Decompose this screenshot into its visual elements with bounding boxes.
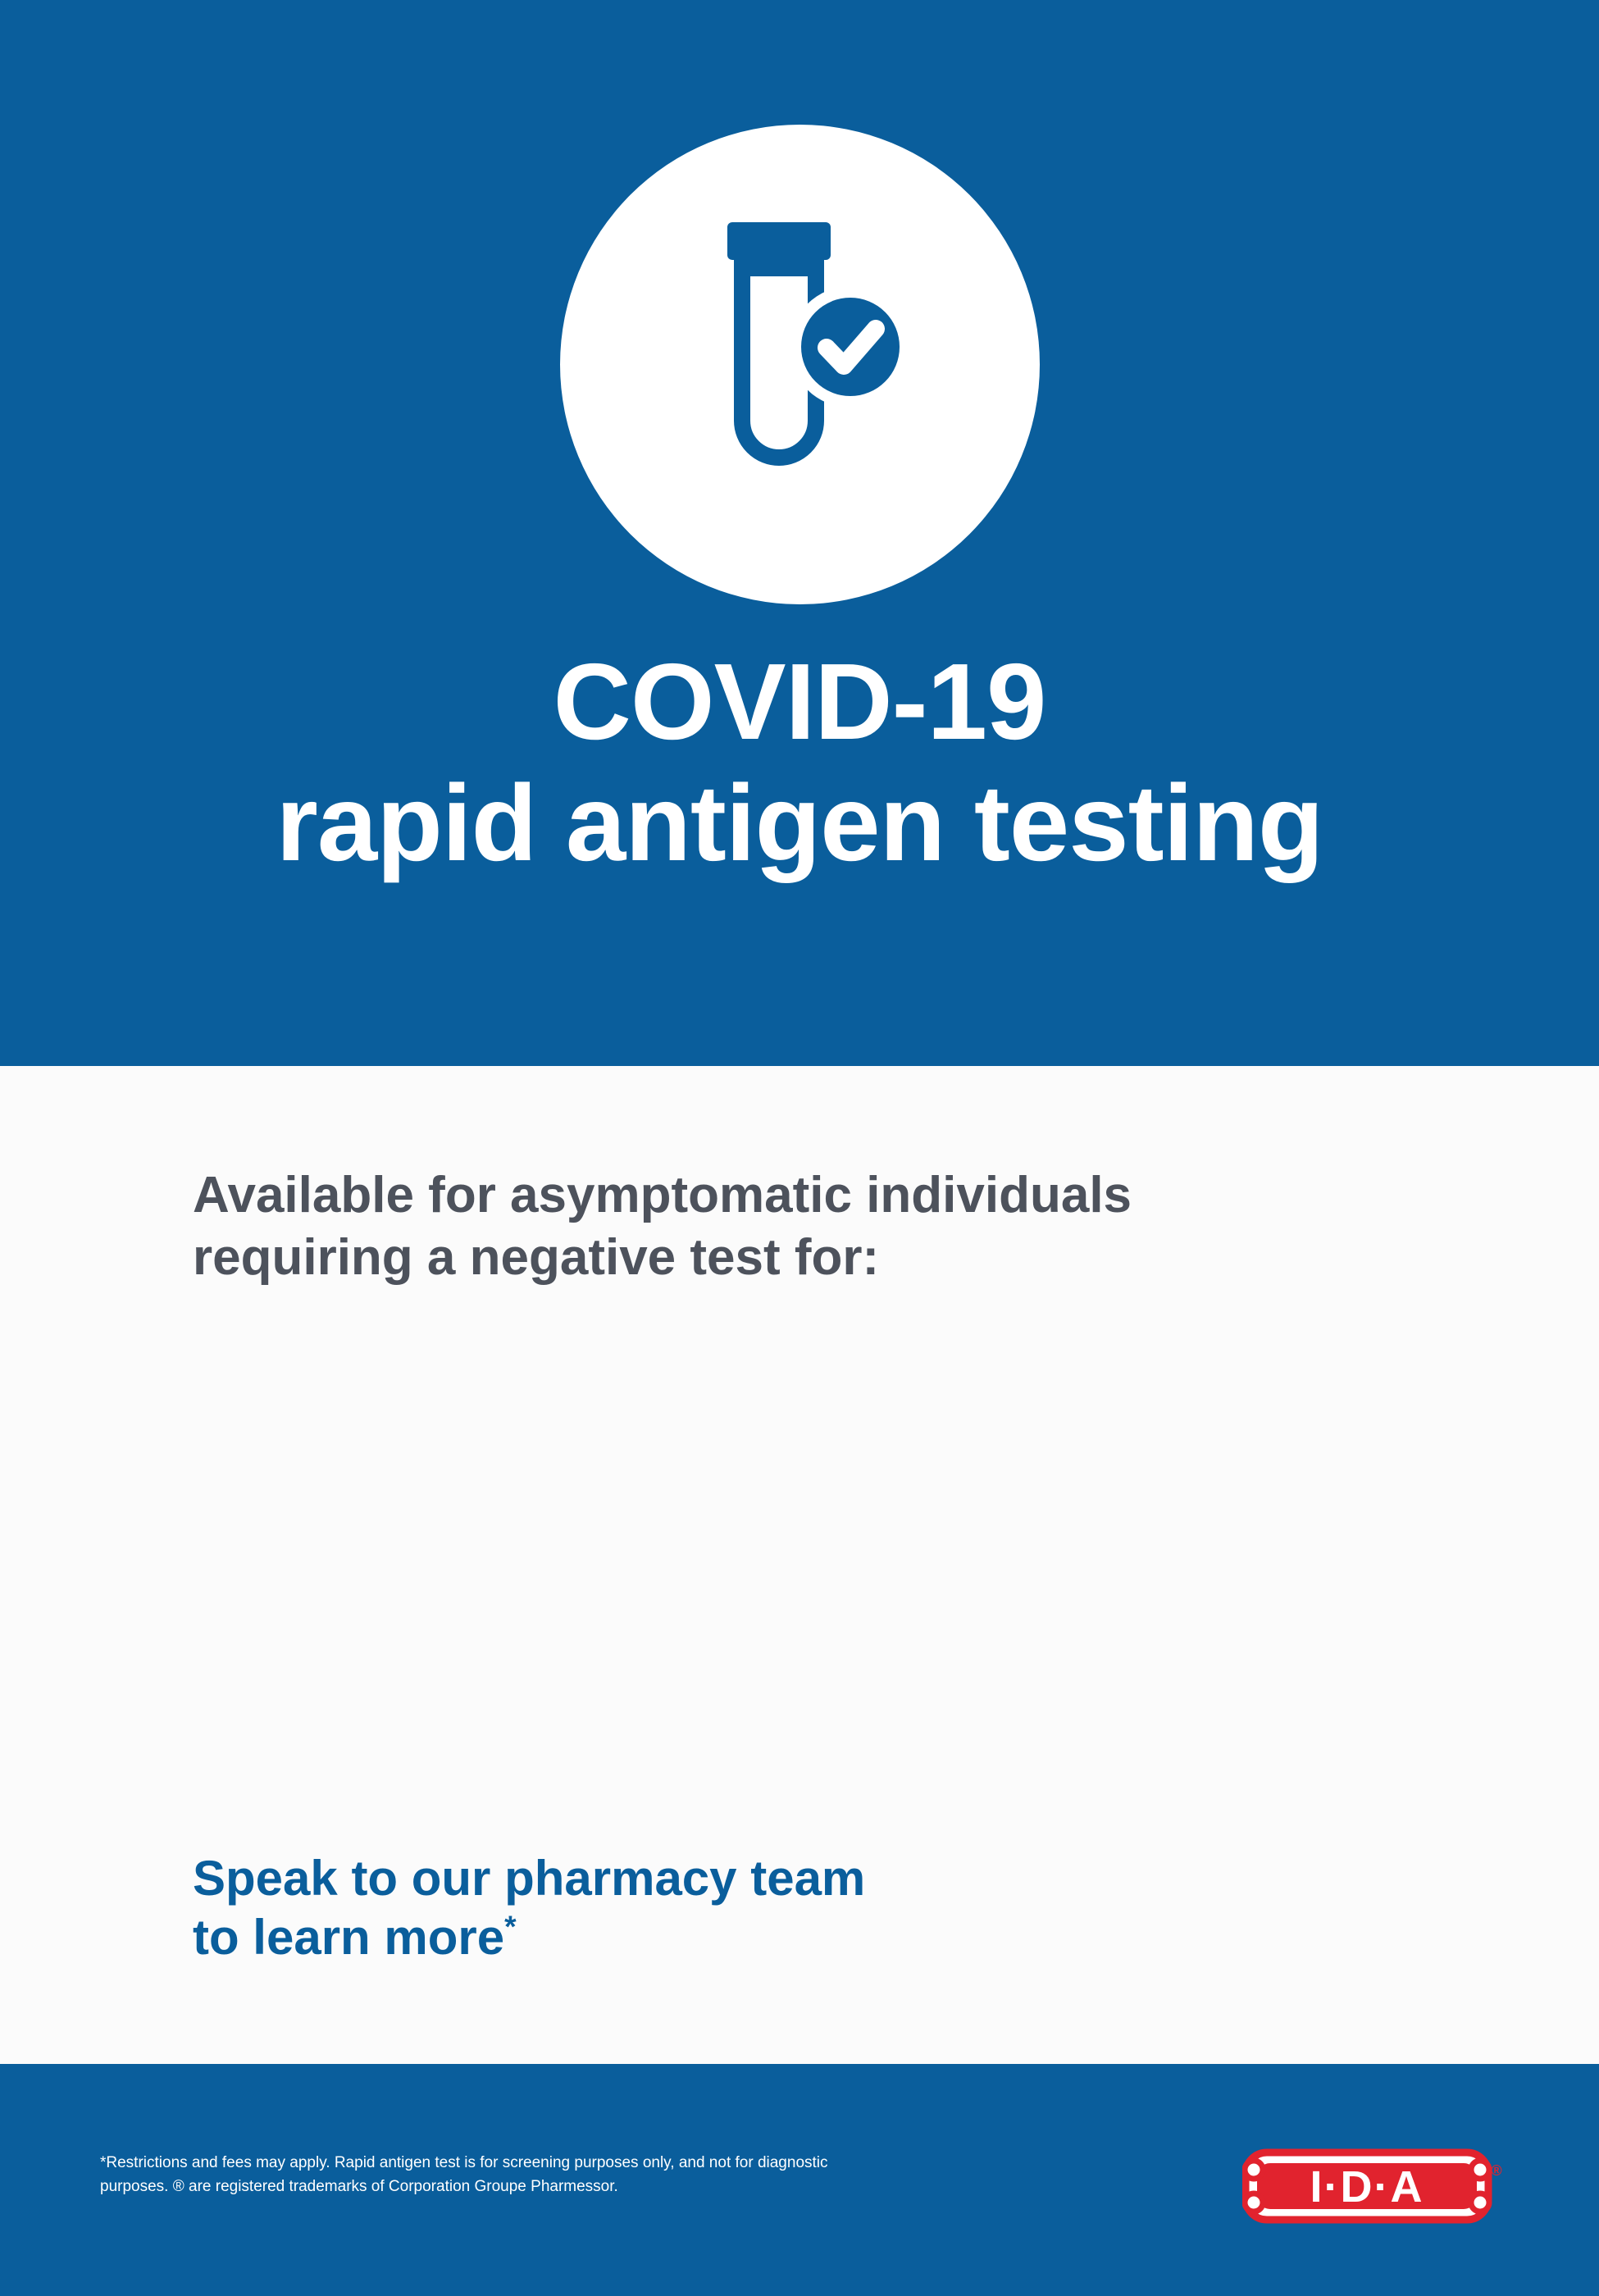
call-to-action-line1: Speak to our pharmacy team bbox=[193, 1851, 866, 1906]
availability-heading bbox=[193, 1164, 1406, 1288]
body-section bbox=[0, 1066, 1599, 2064]
footer-section bbox=[0, 2064, 1599, 2296]
page-title-line1: COVID-19 bbox=[553, 641, 1046, 762]
page-title bbox=[276, 641, 1323, 884]
disclaimer-line1: *Restrictions and fees may apply. Rapid antigen test is for screening purposes only, and not for diagnostic bbox=[100, 2154, 828, 2171]
availability-heading-line2: requiring a negative test for: bbox=[193, 1228, 880, 1286]
call-to-action bbox=[193, 1849, 865, 1967]
svg-text:®: ® bbox=[1491, 2162, 1502, 2179]
svg-text:I·D·A: I·D·A bbox=[1310, 2162, 1424, 2212]
ida-logo bbox=[1242, 2143, 1513, 2235]
test-tube-check-icon bbox=[560, 125, 1040, 604]
hero-section bbox=[0, 0, 1599, 1066]
call-to-action-line2 bbox=[193, 1908, 865, 1967]
call-to-action-line2-text: to learn more bbox=[193, 1910, 505, 1965]
call-to-action-asterisk: * bbox=[504, 1909, 517, 1943]
disclaimer-text bbox=[100, 2151, 945, 2199]
page-title-line2: rapid antigen testing bbox=[276, 762, 1323, 883]
availability-heading-line1: Available for asymptomatic individuals bbox=[193, 1167, 1132, 1223]
disclaimer-line2: purposes. ® are registered trademarks of Corporation Groupe Pharmessor. bbox=[100, 2178, 618, 2196]
